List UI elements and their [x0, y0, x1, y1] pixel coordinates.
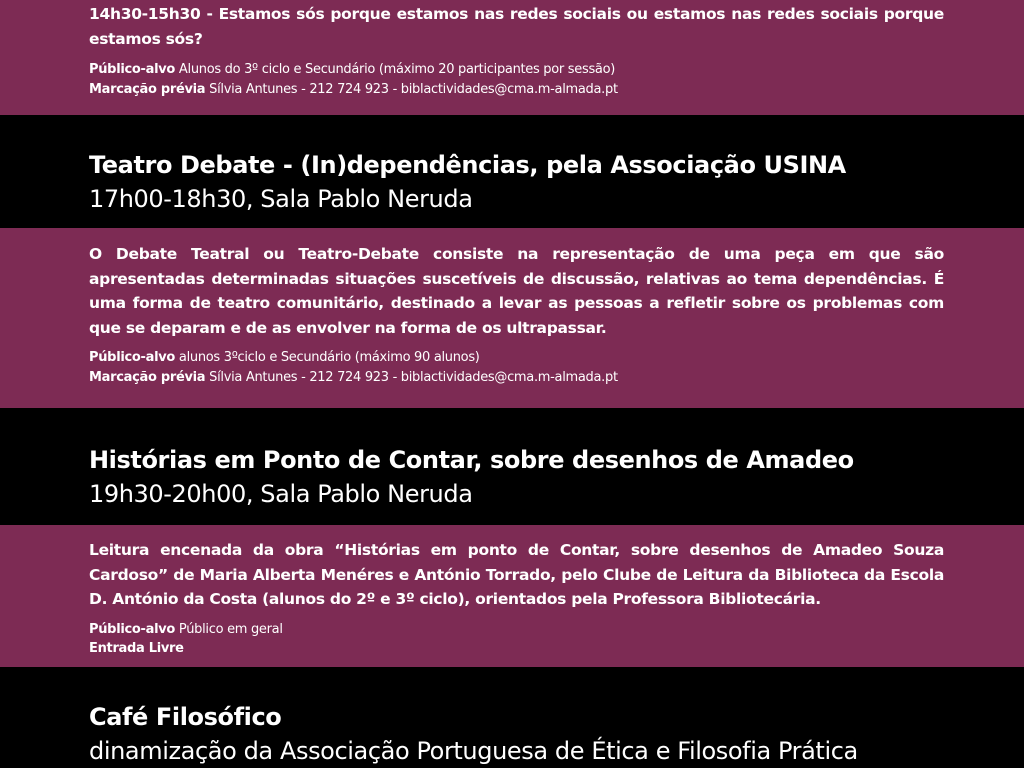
booking-label: Marcação prévia: [89, 81, 206, 97]
event-description: O Debate Teatral ou Teatro-Debate consiste na representação de uma peça em que são apresentadas determinadas situações suscetíveis de discussão, relativas ao tema dependências. É uma forma de teatro comunitário, destinado a levar as pessoas a refletir sobre os problemas com que se deparam e de as envolver na forma de os ultrapassar.: [89, 245, 944, 337]
audience-line: [89, 348, 944, 368]
audience-line: [89, 620, 944, 640]
event-title: Teatro Debate - (In)dependências, pela Associação USINA: [89, 151, 846, 179]
audience-label: Público-alvo: [89, 62, 176, 77]
event-description: Leitura encenada da obra “Histórias em ponto de Contar, sobre desenhos de Amadeo Souza Cardoso” de Maria Alberta Menéres e António Torrado, pelo Clube de Leitura da Biblioteca da Escola D. António da Costa (alunos do 2º e 3º ciclo), orientados pela Professora Bibliotecária.: [89, 541, 944, 608]
session-block-top: [0, 0, 1024, 115]
booking-value: Sílvia Antunes - 212 724 923 - biblactividades@cma.m-almada.pt: [205, 81, 618, 97]
booking-label: Marcação prévia: [89, 369, 206, 385]
event-body-historias: [0, 525, 1024, 667]
audience-line: [89, 60, 944, 80]
entry-label: Entrada Livre: [89, 641, 184, 656]
audience-value: alunos 3ºciclo e Secundário (máximo 90 alunos): [175, 350, 480, 365]
session-heading: [89, 2, 944, 51]
event-header-cafe: [0, 667, 1024, 768]
event-time-location: 19h30-20h00, Sala Pablo Neruda: [89, 480, 473, 508]
audience-value: Público em geral: [175, 621, 283, 637]
event-header-historias: [0, 408, 1024, 525]
booking-line: [89, 368, 944, 388]
event-title: Café Filosófico: [89, 703, 282, 731]
event-header-teatro: [0, 115, 1024, 228]
booking-line: [89, 80, 944, 100]
session-time: 14h30-15h30: [89, 5, 201, 23]
entry-line: [89, 639, 944, 659]
event-title: Histórias em Ponto de Contar, sobre desenhos de Amadeo: [89, 446, 854, 474]
event-time-location: 17h00-18h30, Sala Pablo Neruda: [89, 185, 473, 213]
event-body-teatro: [0, 228, 1024, 408]
booking-value: Sílvia Antunes - 212 724 923 - biblactividades@cma.m-almada.pt: [205, 369, 618, 385]
audience-label: Público-alvo: [89, 350, 176, 365]
audience-label: Público-alvo: [89, 621, 176, 637]
event-subtitle: dinamização da Associação Portuguesa de Ética e Filosofia Prática: [89, 737, 858, 765]
session-title: - Estamos sós porque estamos nas redes sociais ou estamos nas redes sociais porque estamos sós?: [89, 5, 944, 48]
audience-value: Alunos do 3º ciclo e Secundário (máximo 20 participantes por sessão): [175, 62, 616, 77]
